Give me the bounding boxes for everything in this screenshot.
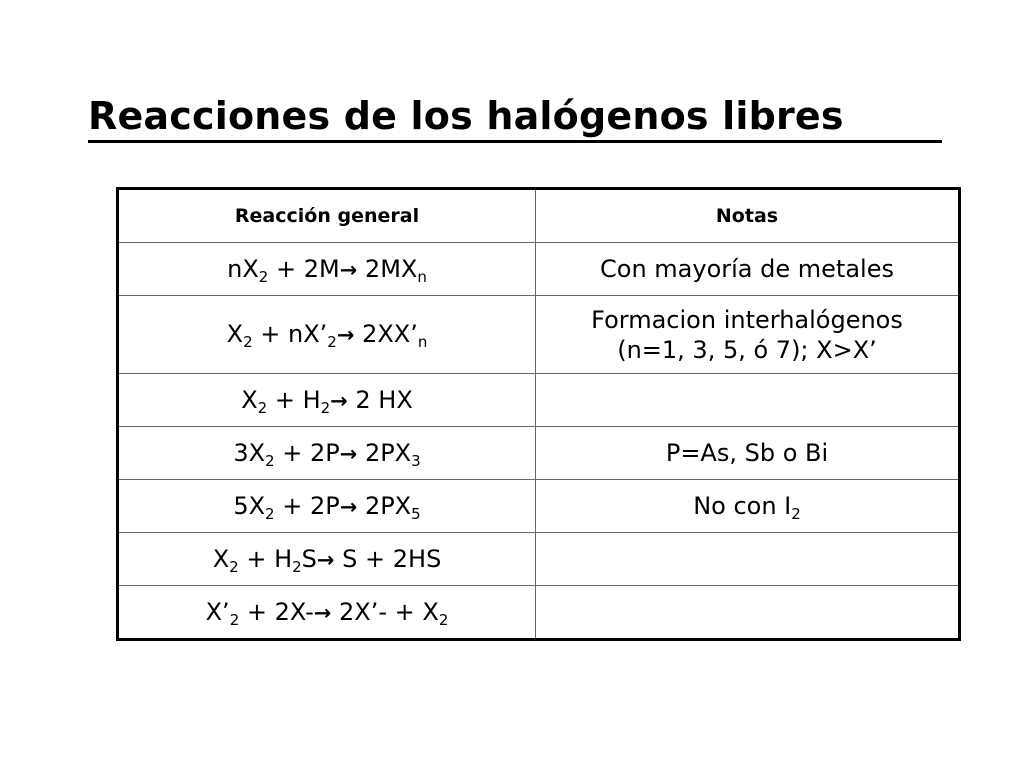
text-segment: + H — [267, 385, 321, 414]
subscript: 3 — [411, 451, 421, 470]
table-header-row — [118, 189, 960, 243]
text-segment: + 2P — [274, 491, 340, 520]
text-segment: 2XX’ — [354, 320, 418, 348]
subscript: 5 — [411, 504, 421, 523]
text-segment: 2MX — [357, 254, 418, 283]
table-row — [118, 533, 960, 586]
reactions-table — [116, 187, 961, 641]
subscript: 2 — [243, 333, 253, 351]
reaction-cell — [118, 243, 536, 296]
reaction-arrow: → — [339, 257, 358, 282]
text-segment: 3X — [233, 438, 266, 467]
note-cell — [536, 374, 960, 427]
note-cell — [536, 586, 960, 640]
table-row — [118, 427, 960, 480]
text-segment: 2PX — [357, 438, 412, 467]
subscript: 2 — [791, 505, 801, 523]
note-cell — [536, 480, 960, 533]
table-row — [118, 243, 960, 296]
reaction-cell — [118, 480, 536, 533]
text-segment: 2PX — [357, 491, 412, 520]
text-segment: + 2M — [268, 254, 340, 283]
text-segment: + 2P — [274, 438, 340, 467]
text-segment: Formacion interhalógenos — [591, 305, 903, 334]
note-cell — [536, 243, 960, 296]
reaction-cell — [118, 296, 536, 374]
reaction-cell — [118, 586, 536, 640]
subscript: 2 — [327, 333, 337, 351]
text-segment: S + 2HS — [334, 544, 442, 573]
reaction-arrow: → — [313, 600, 332, 625]
table-row — [118, 374, 960, 427]
text-segment: No con I — [693, 492, 792, 520]
text-segment: + 2X- — [239, 597, 314, 626]
reaction-arrow: → — [330, 388, 348, 413]
subscript: 2 — [229, 610, 240, 629]
reaction-arrow: → — [339, 494, 358, 519]
table-row — [118, 586, 960, 640]
text-segment: S — [301, 544, 317, 573]
text-segment: + H — [238, 544, 293, 573]
text-segment: nX — [227, 254, 259, 283]
subscript: n — [417, 333, 428, 351]
text-segment: 2X’- + X — [331, 597, 439, 626]
text-segment: 2 HX — [347, 385, 413, 414]
note-cell — [536, 533, 960, 586]
text-segment: 5X — [233, 491, 266, 520]
reaction-arrow: → — [316, 547, 335, 572]
text-segment: + nX’ — [252, 320, 328, 348]
subscript: 2 — [229, 557, 239, 576]
subscript: 2 — [292, 557, 302, 576]
reaction-arrow: → — [336, 323, 355, 347]
reaction-cell — [118, 374, 536, 427]
text-segment: X — [226, 320, 244, 348]
text-segment: Con mayoría de metales — [600, 255, 894, 283]
title-underline — [88, 140, 942, 143]
reaction-arrow: → — [339, 441, 358, 466]
header-reaccion-general: Reacción general — [118, 189, 536, 243]
text-segment: P=As, Sb o Bi — [665, 439, 829, 467]
table-row — [118, 480, 960, 533]
text-segment: X — [212, 544, 230, 573]
subscript: 2 — [320, 398, 331, 417]
note-cell — [536, 427, 960, 480]
text-segment: (n=1, 3, 5, ó 7); X>X’ — [617, 335, 877, 364]
subscript: 2 — [265, 451, 275, 470]
slide-title: Reacciones de los halógenos libres — [88, 94, 844, 138]
table-row — [118, 296, 960, 374]
subscript: 2 — [265, 504, 275, 523]
subscript: 2 — [438, 610, 449, 629]
text-segment: X’ — [205, 597, 230, 626]
text-segment: X — [241, 385, 258, 414]
reaction-cell — [118, 427, 536, 480]
subscript: n — [417, 267, 427, 286]
reaction-cell — [118, 533, 536, 586]
note-cell — [536, 296, 960, 374]
header-notas: Notas — [536, 189, 960, 243]
subscript: 2 — [258, 267, 269, 286]
subscript: 2 — [257, 398, 268, 417]
table-body — [118, 243, 960, 640]
